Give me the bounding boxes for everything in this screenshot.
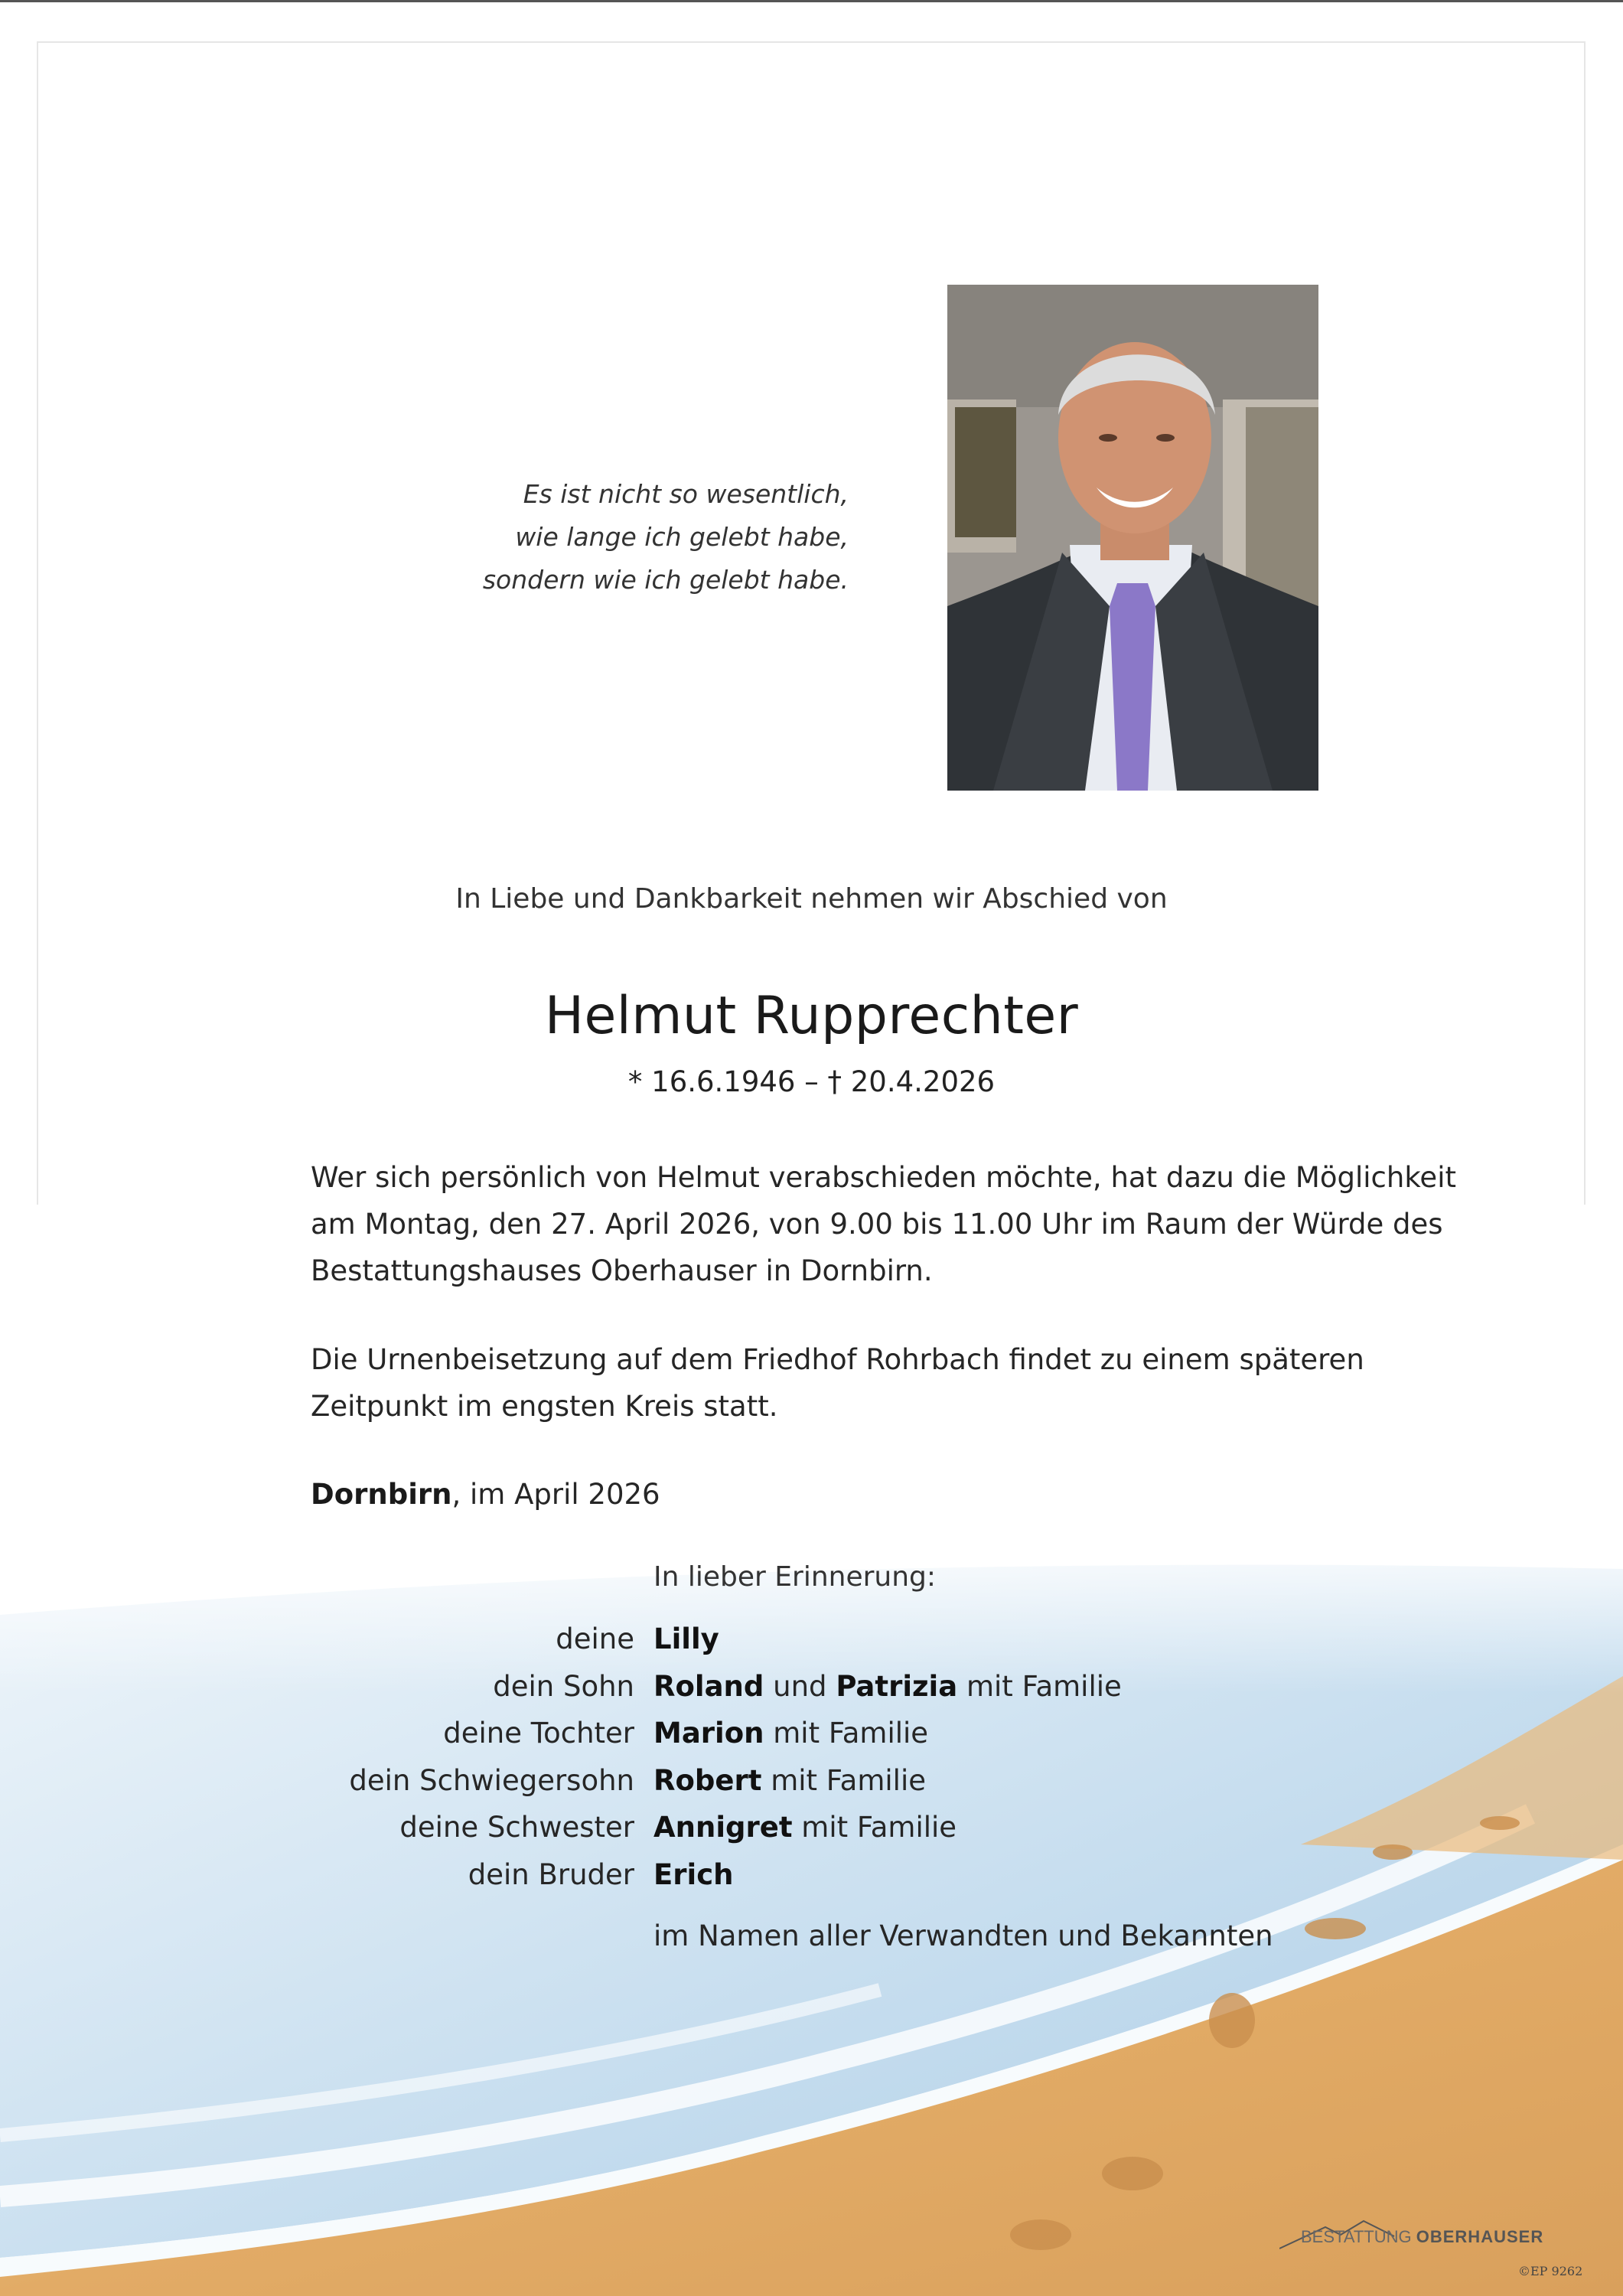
memory-heading: In lieber Erinnerung: <box>653 1561 937 1593</box>
family-member-name: Lilly <box>653 1623 719 1655</box>
family-names <box>653 1670 1122 1703</box>
family-row <box>0 1811 1623 1858</box>
family-names <box>653 1623 719 1655</box>
logo-brand: OBERHAUSER <box>1416 2227 1544 2246</box>
family-connector: mit Familie <box>761 1763 926 1797</box>
family-row <box>0 1623 1623 1670</box>
memorial-quote <box>483 473 849 602</box>
document-code: ©EP 9262 <box>1518 2264 1583 2278</box>
family-row <box>0 1670 1623 1717</box>
place-date <box>311 1471 1312 1518</box>
family-member-name: Patrizia <box>836 1669 958 1703</box>
paragraph-line: Zeitpunkt im engsten Kreis statt. <box>311 1390 778 1423</box>
family-connector: mit Familie <box>957 1669 1122 1703</box>
family-relation: deine Tochter <box>443 1717 634 1750</box>
family-row <box>0 1717 1623 1764</box>
family-member-name: Annigret <box>653 1811 793 1844</box>
paragraph-line: Die Urnenbeisetzung auf dem Friedhof Rohrbach findet zu einem späteren <box>311 1343 1364 1376</box>
family-row <box>0 1764 1623 1812</box>
top-edge-line <box>0 0 1623 2</box>
family-relation: dein Sohn <box>493 1669 634 1703</box>
life-dates: * 16.6.1946 – † 20.4.2026 <box>627 1065 996 1098</box>
family-member-name: Robert <box>653 1763 762 1797</box>
family-relation: dein Bruder <box>468 1857 634 1891</box>
burial-paragraph <box>311 1336 1364 1430</box>
visitation-paragraph <box>311 1154 1456 1294</box>
family-member-name: Roland <box>653 1669 764 1703</box>
family-names <box>653 1717 928 1750</box>
place-city: Dornbirn <box>311 1478 452 1511</box>
family-names <box>653 1858 733 1891</box>
paragraph-line: am Montag, den 27. April 2026, von 9.00 bis 11.00 Uhr im Raum der Würde des <box>311 1208 1443 1241</box>
family-row <box>0 1858 1623 1906</box>
portrait-photo <box>947 285 1318 791</box>
farewell-line: In Liebe und Dankbarkeit nehmen wir Abschied von <box>455 883 1168 915</box>
funeral-home-logo <box>1301 2227 1543 2247</box>
deceased-name: Helmut Rupprechter <box>544 986 1079 1046</box>
closing-line: im Namen aller Verwandten und Bekannten <box>653 1919 1273 1952</box>
place-date-text: , im April 2026 <box>451 1478 660 1511</box>
family-names <box>653 1764 926 1797</box>
family-relation: deine <box>556 1623 634 1655</box>
family-connector: und <box>764 1669 836 1703</box>
family-relation: dein Schwiegersohn <box>349 1763 634 1797</box>
logo-prefix: BESTATTUNG <box>1301 2227 1416 2246</box>
quote-line: sondern wie ich gelebt habe. <box>482 565 849 595</box>
paragraph-line: Wer sich persönlich von Helmut verabschieden möchte, hat dazu die Möglichkeit <box>311 1161 1456 1194</box>
paragraph-line: Bestattungshauses Oberhauser in Dornbirn. <box>311 1254 933 1287</box>
family-connector: mit Familie <box>764 1717 929 1750</box>
quote-line: Es ist nicht so wesentlich, <box>523 479 849 509</box>
quote-line: wie lange ich gelebt habe, <box>515 522 849 552</box>
family-relation: deine Schwester <box>399 1811 634 1844</box>
family-member-name: Marion <box>653 1717 764 1750</box>
family-member-name: Erich <box>653 1857 734 1891</box>
family-names <box>653 1811 957 1844</box>
family-connector: mit Familie <box>792 1811 957 1844</box>
